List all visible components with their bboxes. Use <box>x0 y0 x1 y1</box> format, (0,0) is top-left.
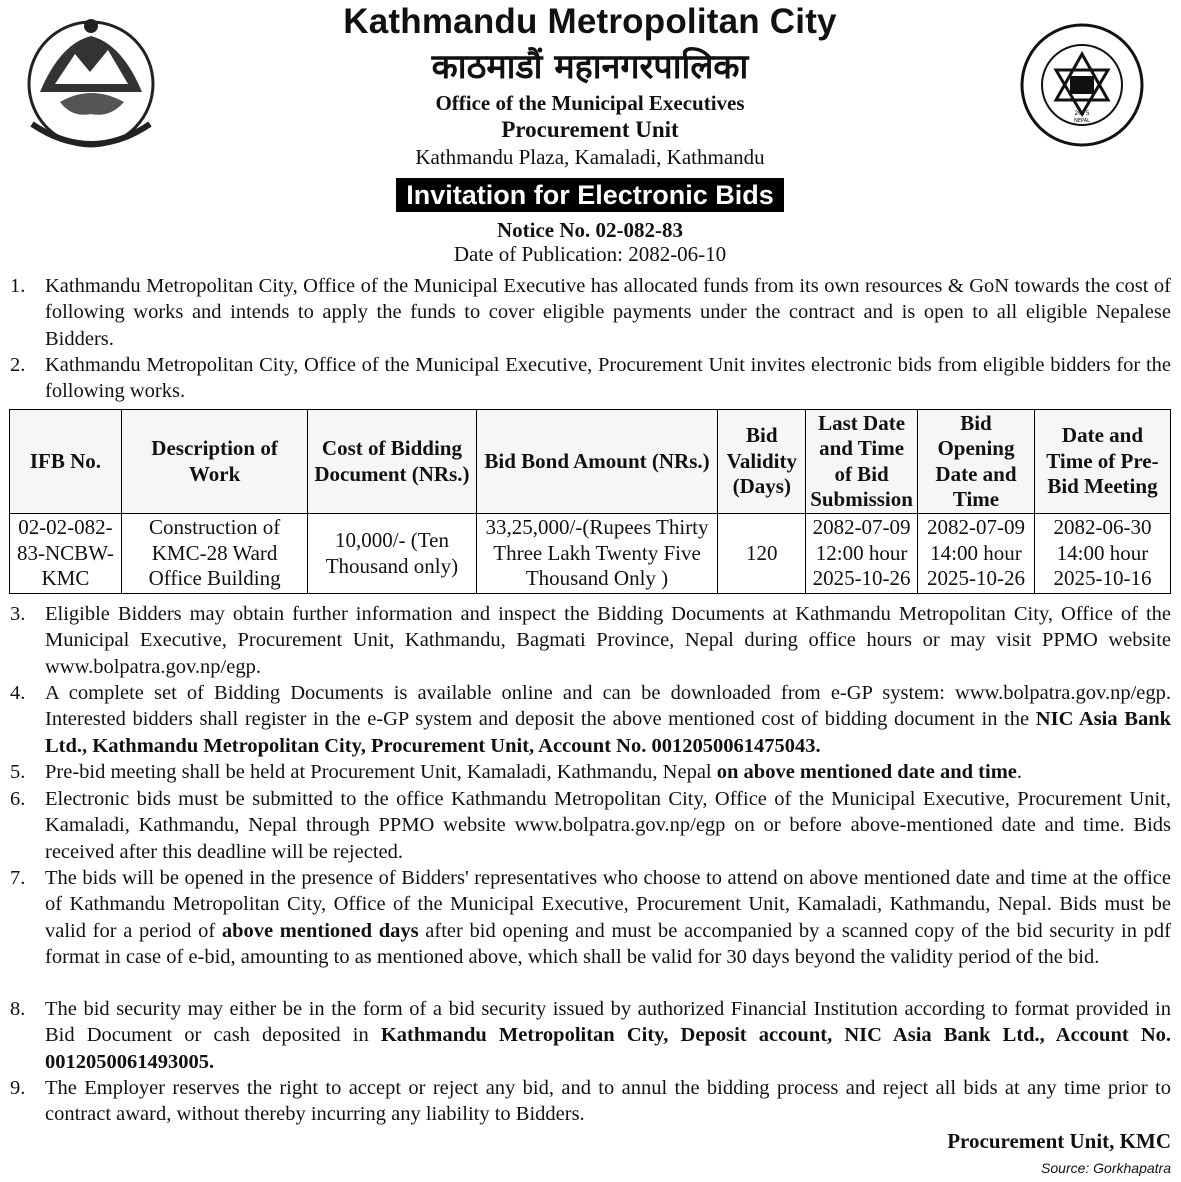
col-header-description: Description of Work <box>121 410 307 514</box>
clause-text-a: A complete set of Bidding Documents is available online and can be downloaded from e-GP system: www.bolpatra.gov.np/egp. Interested bidders shall register in the e-GP system and deposit the above mentioned cost of bidding document in the <box>45 682 1171 731</box>
clause-2 <box>10 352 1171 405</box>
clause-bold: NIC Asia Bank Ltd., Kathmandu Metropolitan City, Procurement Unit, Account No. 0012050061475043. <box>45 708 1171 757</box>
clause-1 <box>10 273 1171 352</box>
cell-bond: 33,25,000/-(Rupees Thirty Three Lakh Twenty Five Thousand Only ) <box>476 514 718 594</box>
clause-6 <box>10 786 1171 865</box>
cell-cost: 10,000/- (Ten Thousand only) <box>308 514 476 594</box>
address: Kathmandu Plaza, Kamaladi, Kathmandu <box>415 145 765 169</box>
clause-text: Electronic bids must be submitted to the office Kathmandu Metropolitan City, Office of the Municipal Executive, Procurement Unit, Kamaladi, Kathmandu, Nepal through PPMO website www.bolpatra.gov.np/egp on or before above-mentioned date and time. Bids received after this deadline will be rejected. <box>45 788 1171 863</box>
clause-text-b: . <box>1016 761 1022 783</box>
clause-3 <box>10 601 1171 680</box>
clause-number: 4. <box>10 682 26 704</box>
source-credit: Source: Gorkhapatra <box>1041 1160 1171 1176</box>
clause-text: Kathmandu Metropolitan City, Office of the Municipal Executive has allocated funds from its own resources & GoN towards the cost of following works and intends to apply the funds to cover eligible payments under the contract and is open to all eligible Nepalese Bidders. <box>45 275 1171 350</box>
seal-year: 2075 <box>1074 110 1090 117</box>
cell-submission: 2082-07-09 12:00 hour 2025-10-26 <box>806 514 918 594</box>
unit-name: Procurement Unit <box>501 117 679 142</box>
cell-description: Construction of KMC-28 Ward Office Building <box>121 514 307 594</box>
clause-text: The Employer reserves the right to accept or reject any bid, and to annul the bidding process and reject all bids at any time prior to contract award, without thereby incurring any liability to Bidders. <box>45 1077 1171 1126</box>
cell-prebid: 2082-06-30 14:00 hour 2025-10-16 <box>1034 514 1170 594</box>
clause-text: Eligible Bidders may obtain further information and inspect the Bidding Documents at Kathmandu Metropolitan City, Office of the Municipal Executive, Procurement Unit, Kathmandu, Bagmati Province, Nepal during office hours or may visit PPMO website www.bolpatra.gov.np/egp. <box>45 603 1171 678</box>
col-header-prebid: Date and Time of Pre-Bid Meeting <box>1034 410 1170 514</box>
clause-number: 8. <box>10 998 26 1020</box>
col-header-cost: Cost of Bidding Document (NRs.) <box>308 410 476 514</box>
clause-text-b: after bid opening and must be accompanied by a scanned copy of the bid security in pdf format in case of e-bid, amounting to as mentioned above, which shall be valid for 30 days beyond the validity period of the bid. <box>45 919 1171 968</box>
clause-text <box>45 865 1171 970</box>
clause-number: 2. <box>10 354 26 376</box>
col-header-bond: Bid Bond Amount (NRs.) <box>476 410 718 514</box>
clause-text <box>45 996 1171 1075</box>
nepali-title: काठमाडौं महानगरपालिका <box>431 47 749 87</box>
bid-table <box>9 409 1171 594</box>
page-title: Kathmandu Metropolitan City <box>343 2 837 41</box>
clause-text <box>45 680 1171 759</box>
clause-bold: on above mentioned date and time <box>716 761 1017 783</box>
table-header-row <box>10 410 1171 514</box>
col-header-opening: Bid Opening Date and Time <box>918 410 1035 514</box>
clause-bold: Kathmandu Metropolitan City, Deposit account, NIC Asia Bank Ltd., Account No. 0012050061493005. <box>45 1024 1171 1073</box>
clause-number: 7. <box>10 867 26 889</box>
office-name: Office of the Municipal Executives <box>435 91 745 115</box>
clause-number: 1. <box>10 275 26 297</box>
clause-text-a: Pre-bid meeting shall be held at Procurement Unit, Kamaladi, Kathmandu, Nepal <box>45 761 717 783</box>
clause-number: 9. <box>10 1077 26 1099</box>
notice-number: Notice No. 02-082-83 <box>496 218 684 242</box>
cell-validity: 120 <box>718 514 806 594</box>
clause-text: Kathmandu Metropolitan City, Office of the Municipal Executive, Procurement Unit invites electronic bids from eligible bidders for the following works. <box>45 354 1171 403</box>
cell-opening: 2082-07-09 14:00 hour 2025-10-26 <box>918 514 1035 594</box>
clause-5 <box>10 759 1171 785</box>
table-row <box>10 514 1171 594</box>
clause-7 <box>10 865 1171 970</box>
seal-country: NEPAL <box>1074 118 1090 124</box>
col-header-ifb: IFB No. <box>10 410 122 514</box>
notice-banner: Invitation for Electronic Bids <box>396 178 784 212</box>
clause-number: 6. <box>10 788 26 810</box>
signature: Procurement Unit, KMC <box>947 1129 1171 1153</box>
cell-ifb: 02-02-082-83-NCBW-KMC <box>10 514 122 594</box>
publication-date: Date of Publication: 2082-06-10 <box>453 242 727 266</box>
clause-8 <box>10 996 1171 1075</box>
clause-bold: above mentioned days <box>221 919 419 942</box>
clause-text <box>45 759 1171 785</box>
col-header-submission: Last Date and Time of Bid Submission <box>806 410 918 514</box>
clause-4 <box>10 680 1171 759</box>
clause-number: 3. <box>10 603 26 625</box>
kmc-seal-icon <box>1020 18 1144 152</box>
clause-text-a: The bid security may either be in the form of a bid security issued by authorized Financial Institution according to format provided in Bid Document or cash deposited in <box>45 998 1171 1047</box>
clause-number: 5. <box>10 761 26 783</box>
header <box>200 2 980 267</box>
clause-text-a: The bids will be opened in the presence of Bidders' representatives who choose to attend on above mentioned date and time at the office of Kathmandu Metropolitan City, Office of the Municipal Executive, Procurement Unit, Kamaladi, Kathmandu, Nepal. Bids must be valid for a period of <box>45 867 1171 942</box>
clause-9 <box>10 1075 1171 1128</box>
nepal-emblem-icon <box>20 14 162 162</box>
col-header-validity: Bid Validity (Days) <box>718 410 806 514</box>
